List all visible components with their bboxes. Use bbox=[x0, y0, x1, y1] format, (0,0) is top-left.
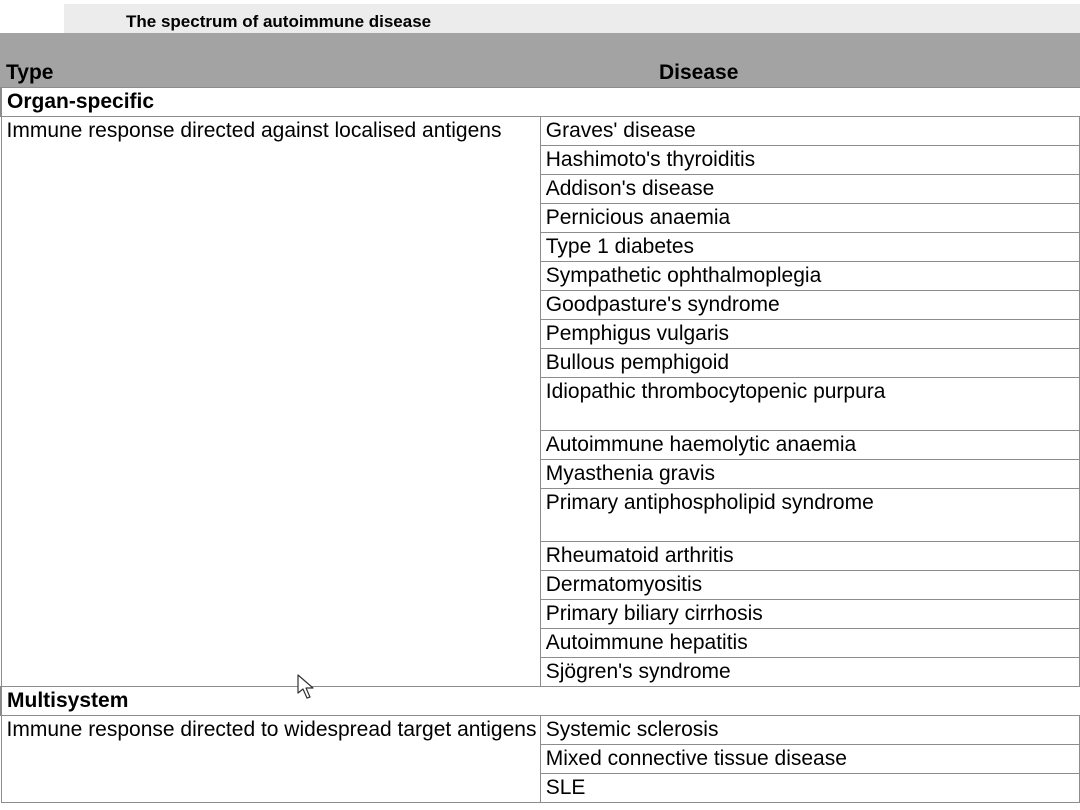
disease-cell: Primary biliary cirrhosis bbox=[540, 600, 1079, 629]
disease-table bbox=[0, 87, 1080, 803]
disease-cell: Addison's disease bbox=[540, 175, 1079, 204]
disease-cell: Sjögren's syndrome bbox=[540, 658, 1079, 687]
table-header-band bbox=[0, 33, 1080, 87]
disease-cell: Hashimoto's thyroiditis bbox=[540, 146, 1079, 175]
table-row bbox=[1, 117, 1080, 146]
disease-cell: Rheumatoid arthritis bbox=[540, 542, 1079, 571]
disease-cell: Pemphigus vulgaris bbox=[540, 320, 1079, 349]
disease-cell: Autoimmune haemolytic anaemia bbox=[540, 431, 1079, 460]
group-description: Immune response directed against localised antigens bbox=[1, 117, 540, 687]
disease-cell: Systemic sclerosis bbox=[540, 716, 1079, 745]
group-name: Organ-specific bbox=[1, 88, 1080, 117]
disease-cell: Sympathetic ophthalmoplegia bbox=[540, 262, 1079, 291]
mouse-pointer-icon bbox=[297, 674, 319, 700]
disease-cell: Type 1 diabetes bbox=[540, 233, 1079, 262]
disease-cell: Primary antiphospholipid syndrome bbox=[540, 489, 1079, 542]
group-name: Multisystem bbox=[1, 687, 1080, 716]
column-header-type: Type bbox=[6, 61, 54, 84]
disease-table-container bbox=[0, 87, 1080, 803]
disease-cell: Goodpasture's syndrome bbox=[540, 291, 1079, 320]
column-header-disease: Disease bbox=[659, 61, 739, 84]
disease-cell: Dermatomyositis bbox=[540, 571, 1079, 600]
disease-cell: Graves' disease bbox=[540, 117, 1079, 146]
group-row bbox=[1, 687, 1080, 716]
group-row bbox=[1, 88, 1080, 117]
disease-cell: Mixed connective tissue disease bbox=[540, 745, 1079, 774]
table-row bbox=[1, 716, 1080, 745]
group-description: Immune response directed to widespread target antigens bbox=[1, 716, 540, 803]
disease-cell: Idiopathic thrombocytopenic purpura bbox=[540, 378, 1079, 431]
disease-cell: Autoimmune hepatitis bbox=[540, 629, 1079, 658]
disease-cell: SLE bbox=[540, 774, 1079, 803]
disease-cell: Bullous pemphigoid bbox=[540, 349, 1079, 378]
disease-cell: Myasthenia gravis bbox=[540, 460, 1079, 489]
disease-cell: Pernicious anaemia bbox=[540, 204, 1079, 233]
disease-table-body bbox=[1, 88, 1080, 803]
page-title: The spectrum of autoimmune disease bbox=[126, 12, 432, 31]
